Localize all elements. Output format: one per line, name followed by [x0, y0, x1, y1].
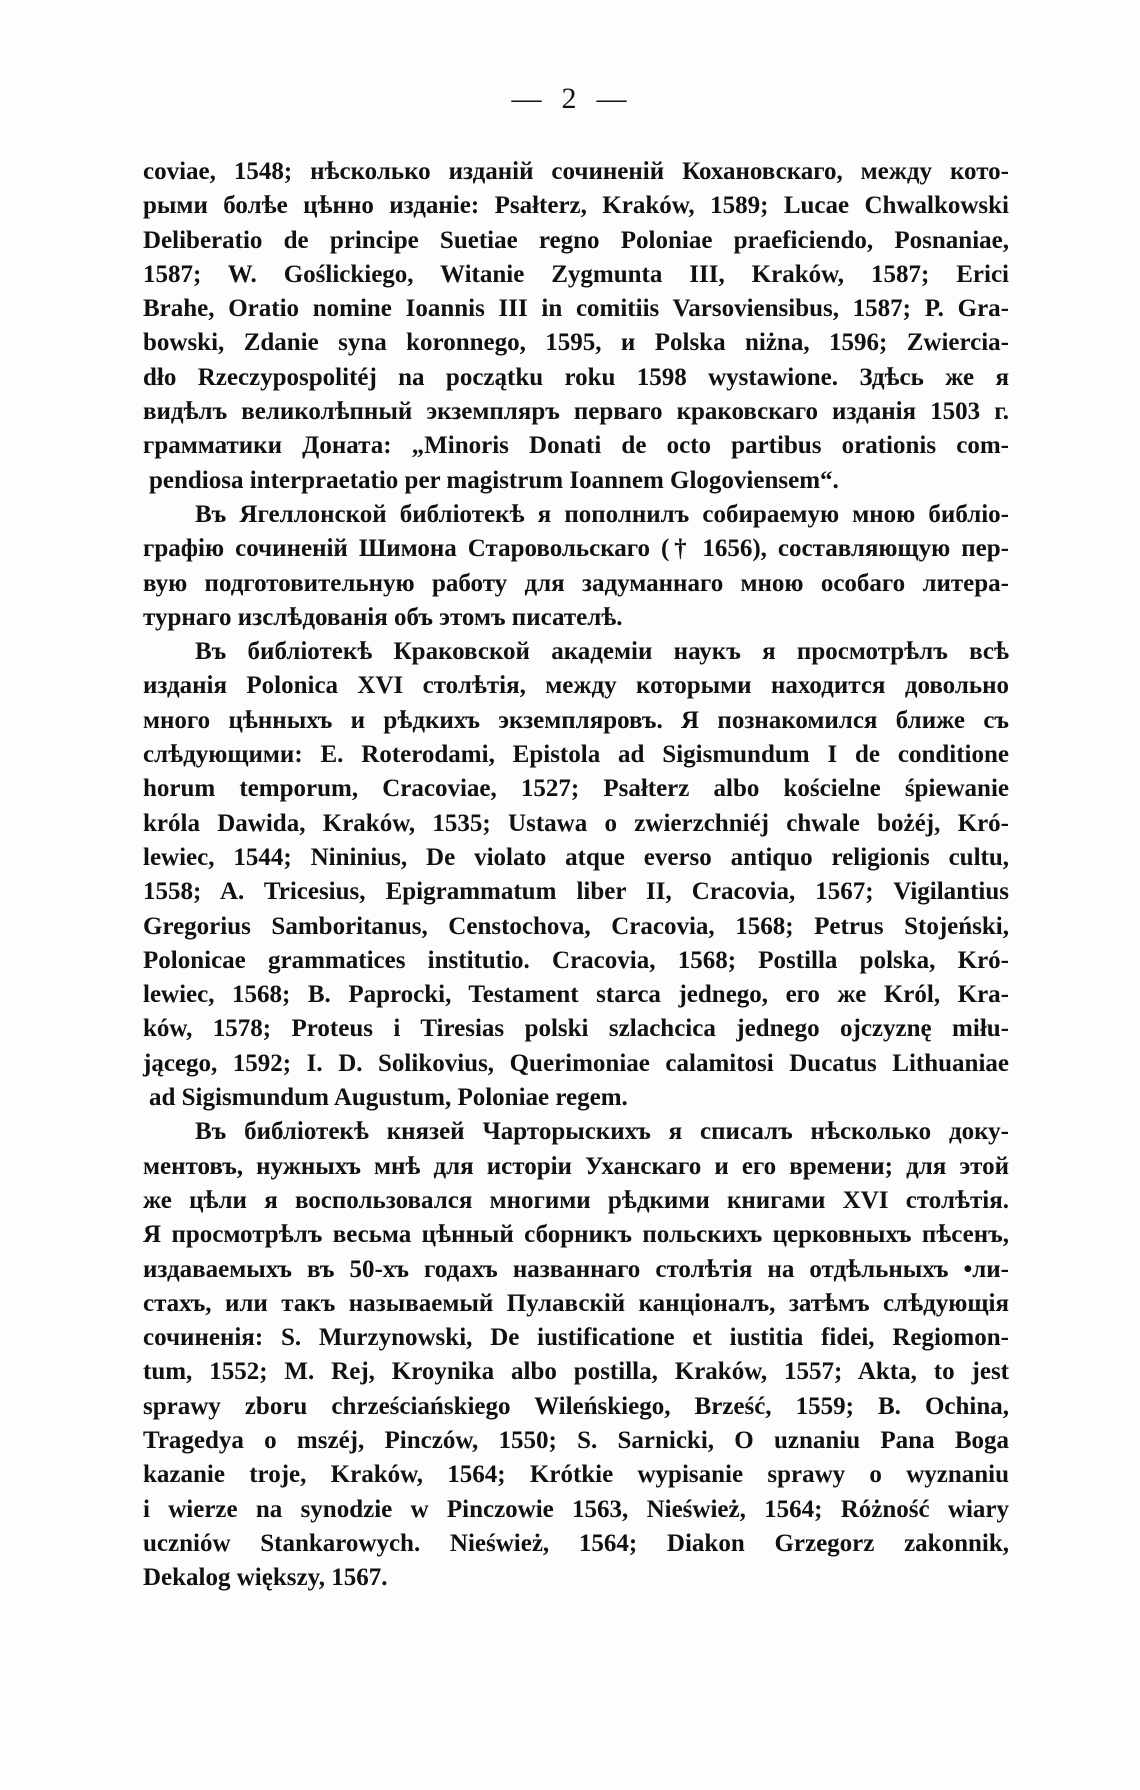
text-line: bowski, Zdanie syna koronnego, 1595, и Polska niżna, 1596; Zwiercia-	[143, 329, 1009, 357]
text-line: видѣлъ великолѣпный экземпляръ перваго краковскаго изданія 1503 г.	[143, 398, 1009, 426]
text-line: ad Sigismundum Augustum, Poloniae regem.	[149, 1084, 628, 1112]
text-line: стахъ, или такъ называемый Пулавскій канціоналъ, затѣмъ слѣдующія	[143, 1289, 1009, 1317]
text-line: турнаго изслѣдованія объ этомъ писателѣ.	[143, 603, 623, 631]
text-line: ków, 1578; Proteus i Tiresias polski szlachcica jednego ojczyznę miłu-	[143, 1015, 1009, 1043]
text-line: вую подготовительную работу для задуманнаго мною особаго литера-	[143, 569, 1009, 597]
text-line: много цѣнныхъ и рѣдкихъ экземпляровъ. Я познакомился ближе съ	[143, 706, 1009, 734]
page-number-dash-right: —	[596, 82, 629, 115]
text-line: сочиненія: S. Murzynowski, De iustificatione et iustitia fidei, Regiomon-	[143, 1324, 1009, 1352]
text-line: Brahe, Oratio nomine Ioannis III in comitiis Varsoviensibus, 1587; P. Gra-	[143, 295, 1009, 323]
text-line: lewiec, 1544; Nininius, De violato atque everso antiquo religionis cultu,	[143, 843, 1009, 871]
text-line: coviae, 1548; нѣсколько изданій сочиненій Кохановскаго, между кото-	[143, 158, 1009, 185]
page-number-dash-left: —	[511, 82, 544, 115]
text-line: рыми болѣе цѣнно изданіе: Psałterz, Kraków, 1589; Lucae Chwalkowski	[143, 192, 1009, 220]
text-line: 1558; A. Tricesius, Epigrammatum liber II, Cracovia, 1567; Vigilantius	[143, 878, 1009, 906]
text-line: изданія Polonica XVI столѣтія, между которыми находится довольно	[143, 672, 1009, 700]
paragraph-first-line: Въ библіотекѣ князей Чарторыскихъ я списалъ нѣсколько доку-	[195, 1118, 1009, 1146]
text-line: слѣдующими: E. Roterodami, Epistola ad Sigismundum I de conditione	[143, 741, 1009, 769]
text-line: ментовъ, нужныхъ мнѣ для исторіи Уханскаго и его времени; для этой	[143, 1152, 1009, 1180]
text-line: Я просмотрѣлъ весьма цѣнный сборникъ польскихъ церковныхъ пѣсенъ,	[143, 1221, 1009, 1249]
text-line: jącego, 1592; I. D. Solikovius, Querimoniae calamitosi Ducatus Lithuaniae	[143, 1049, 1009, 1077]
text-line: horum temporum, Cracoviae, 1527; Psałterz albo kościelne śpiewanie	[143, 775, 1009, 803]
text-line: Deliberatio de principe Suetiae regno Poloniae praeficiendo, Posnaniae,	[143, 226, 1009, 254]
text-line: издаваемыхъ въ 50-хъ годахъ названнаго столѣтія на отдѣльныхъ •ли-	[143, 1255, 1009, 1283]
text-line: pendiosa interpraetatio per magistrum Ioannem Glogoviensem“.	[149, 466, 839, 494]
paragraph-first-line: Въ библіотекѣ Краковской академіи наукъ я просмотрѣлъ всѣ	[195, 638, 1009, 666]
text-line: Polonicae grammatices institutio. Cracovia, 1568; Postilla polska, Kró-	[143, 946, 1009, 974]
paragraph-first-line: Въ Ягеллонской библіотекѣ я пополнилъ собираемую мною библіо-	[195, 500, 1009, 528]
text-line: króla Dawida, Kraków, 1535; Ustawa o zwierzchniéj chwale bożéj, Kró-	[143, 809, 1009, 837]
text-line: Gregorius Samboritanus, Censtochova, Cracovia, 1568; Petrus Stojeński,	[143, 912, 1009, 940]
page-number-header	[0, 82, 1140, 116]
text-line: 1587; W. Goślickiego, Witanie Zygmunta III, Kraków, 1587; Erici	[143, 260, 1009, 288]
text-line: uczniów Stankarowych. Nieśwież, 1564; Diakon Grzegorz zakonnik,	[143, 1529, 1009, 1557]
text-line: грамматики Доната: „Minoris Donati de octo partibus orationis com-	[143, 432, 1009, 460]
text-line: графію сочиненій Шимона Старовольскаго († 1656), составляющую пер-	[143, 535, 1009, 563]
text-line: dło Rzeczypospolitéj na początku roku 1598 wystawione. Здѣсь же я	[143, 363, 1009, 391]
text-line: sprawy zboru chrześciańskiego Wileńskiego, Brześć, 1559; B. Ochina,	[143, 1392, 1009, 1420]
text-line: lewiec, 1568; B. Paprocki, Testament starca jednego, его же Król, Kra-	[143, 981, 1009, 1009]
text-line: же цѣли я воспользовался многими рѣдкими книгами XVI столѣтія.	[143, 1186, 1009, 1214]
text-line: kazanie troje, Kraków, 1564; Krótkie wypisanie sprawy o wyznaniu	[143, 1461, 1009, 1489]
text-line: Dekalog większy, 1567.	[143, 1564, 388, 1592]
body-text	[143, 155, 1009, 1595]
page-number: 2	[561, 82, 579, 115]
text-line: tum, 1552; M. Rej, Kroynika albo postilla, Kraków, 1557; Akta, to jest	[143, 1358, 1009, 1386]
text-line: Tragedya o mszéj, Pinczów, 1550; S. Sarnicki, O uznaniu Pana Boga	[143, 1426, 1009, 1454]
text-line: i wierze na synodzie w Pinczowie 1563, Nieśwież, 1564; Różność wiary	[143, 1495, 1009, 1523]
